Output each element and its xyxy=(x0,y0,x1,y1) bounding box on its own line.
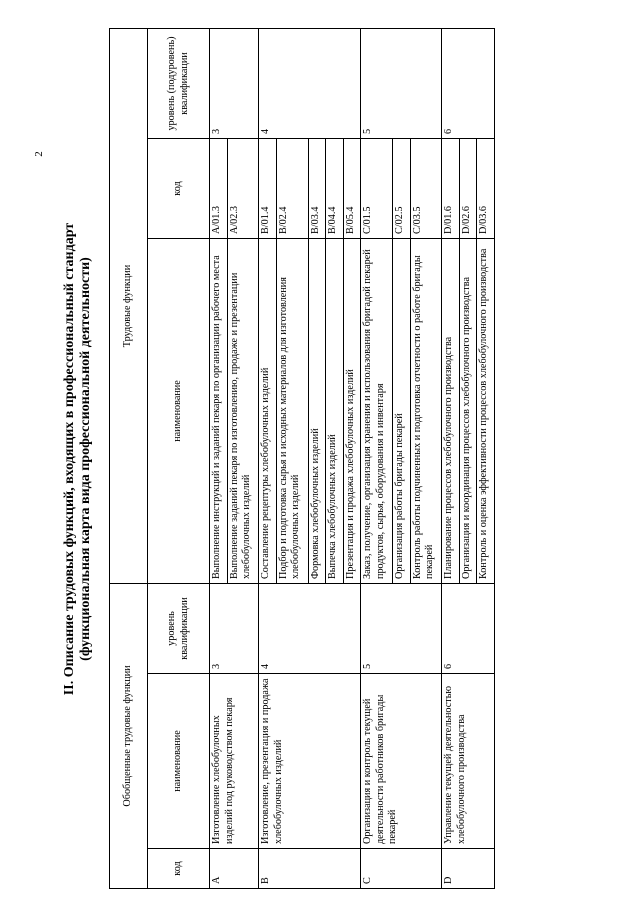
header-function-name: наименование xyxy=(148,239,210,584)
function-code: B/04.4 xyxy=(326,139,344,239)
header-row-sub xyxy=(148,29,210,889)
table-row xyxy=(259,29,277,889)
function-code: A/01.3 xyxy=(210,139,228,239)
header-name: наименование xyxy=(148,674,210,849)
function-level: 5 xyxy=(361,29,442,139)
group-level: 3 xyxy=(210,584,259,674)
page-number: 2 xyxy=(33,151,45,157)
function-name: Составление рецептуры хлебобулочных изделий xyxy=(259,239,277,584)
function-code: D/02.6 xyxy=(459,139,477,239)
header-code: код xyxy=(148,849,210,889)
table-row xyxy=(442,29,460,889)
function-code: D/03.6 xyxy=(477,139,495,239)
function-code: B/02.4 xyxy=(276,139,308,239)
function-code: B/01.4 xyxy=(259,139,277,239)
function-code: C/01.5 xyxy=(361,139,393,239)
function-name: Организация и координация процессов хлебобулочного производства xyxy=(459,239,477,584)
group-level: 5 xyxy=(361,584,442,674)
functional-map-table xyxy=(109,28,495,889)
header-sub-level: уровень (подуровень) квалификации xyxy=(148,29,210,139)
function-code: A/02.3 xyxy=(227,139,259,239)
group-code: A xyxy=(210,849,259,889)
function-code: B/05.4 xyxy=(343,139,361,239)
function-name: Выполнение заданий пекаря по изготовлению, продаже и презентации хлебобулочных изделий xyxy=(227,239,259,584)
document-title: II. Описание трудовых функций, входящих в профессиональный стандарт xyxy=(62,222,77,696)
function-name: Организация работы бригады пекарей xyxy=(392,239,410,584)
function-code: C/03.5 xyxy=(410,139,442,239)
header-generalized-functions: Обобщенные трудовые функции xyxy=(110,584,148,889)
group-name: Организация и контроль текущей деятельности работников бригады пекарей xyxy=(361,674,442,849)
group-name: Управление текущей деятельностью хлебобулочного производства xyxy=(442,674,495,849)
group-code: D xyxy=(442,849,495,889)
group-level: 4 xyxy=(259,584,361,674)
function-name: Контроль работы подчиненных и подготовка отчетности о работе бригады пекарей xyxy=(410,239,442,584)
group-name: Изготовление, презентация и продажа хлебобулочных изделий xyxy=(259,674,361,849)
function-code: D/01.6 xyxy=(442,139,460,239)
group-code: B xyxy=(259,849,361,889)
table-row xyxy=(210,29,228,889)
function-name: Подбор и подготовка сырья и исходных материалов для изготовления хлебобулочных изделий xyxy=(276,239,308,584)
group-name: Изготовление хлебобулочных изделий под руководством пекаря xyxy=(210,674,259,849)
group-level: 6 xyxy=(442,584,495,674)
header-labor-functions: Трудовые функции xyxy=(110,29,148,584)
header-row-top xyxy=(110,29,148,889)
header-qualification-level: уровень квалификации xyxy=(148,584,210,674)
header-function-code: код xyxy=(148,139,210,239)
function-name: Выпечка хлебобулочных изделий xyxy=(326,239,344,584)
function-name: Заказ, получение, организация хранения и использования бригадой пекарей продуктов, сырья, оборудования и инвентаря xyxy=(361,239,393,584)
document-subtitle: (функциональная карта вида профессиональной деятельности) xyxy=(78,257,93,661)
group-code: C xyxy=(361,849,442,889)
function-code: B/03.4 xyxy=(308,139,326,239)
function-name: Планирование процессов хлебобулочного производства xyxy=(442,239,460,584)
function-name: Контроль и оценка эффективности процессов хлебобулочного производства xyxy=(477,239,495,584)
function-level: 6 xyxy=(442,29,495,139)
function-level: 3 xyxy=(210,29,259,139)
function-level: 4 xyxy=(259,29,361,139)
function-code: C/02.5 xyxy=(392,139,410,239)
function-name: Презентация и продажа хлебобулочных изделий xyxy=(343,239,361,584)
rotated-page-content xyxy=(16,29,496,889)
function-name: Формовка хлебобулочных изделий xyxy=(308,239,326,584)
table-row xyxy=(361,29,393,889)
function-name: Выполнение инструкций и заданий пекаря по организации рабочего места xyxy=(210,239,228,584)
